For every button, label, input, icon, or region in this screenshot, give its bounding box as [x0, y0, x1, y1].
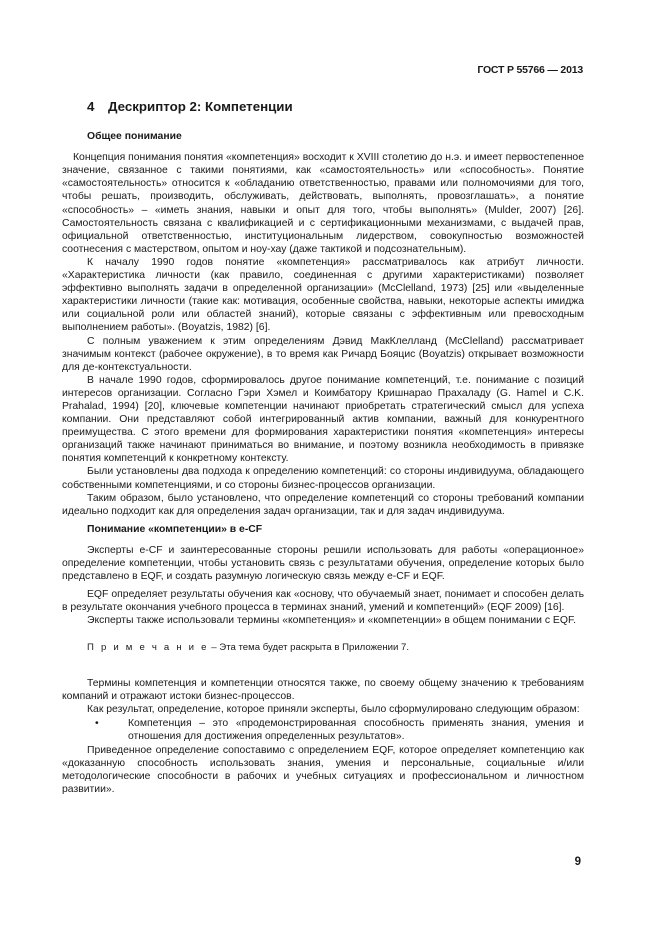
paragraph: Приведенное определение сопоставимо с определением EQF, которое определяет компетенцию как «доказанную способность использовать знания, умения и персональные, социальные и/или методологические способности в рабочих и учебных ситуациях и профессиональном и личностном развитии».: [62, 745, 584, 796]
paragraph: Концепция понимания понятия «компетенция» восходит к XVIII столетию до н.э. и имеет первостепенное значение, связанное с такими понятиями, как «самостоятельность» или «способность». Понятие «самостоятельность» относится к «обладанию ответственностью, правами или полномочиями для того, чтобы решать, производить, обслуживать, действовать, выполнять, провозглашать», а понятие «способность» – «иметь знания, навыки и опыт для того, чтобы выполнять» (Mulder, 2007) [26]. Самостоятельность связана с квалификацией и с сертификационными механизмами, с выдачей прав, официальной ответственностью, институциональным лидерством, совокупностью возможностей соотнесения с мастерством, опытом и ноу-хау (даже тактикой и подсознательным).: [62, 152, 584, 255]
paragraph: Эксперты e-CF и заинтересованные стороны решили использовать для работы «операционное» определение компетенции, чтобы установить связь с результатами обучения, определение которых было представлено в EQF, и создать разумную логическую связь между e-CF и EQF.: [62, 544, 584, 583]
paragraph: В начале 1990 годов, сформировалось другое понимание компетенций, т.е. понимание с позиций интересов организации. Согласно Гэри Хэмел и Коимбатору Кришнарао Прахаладу (G. Hamel и C.K. Prahalad, 1994) [20], ключевые компетенции начинают приобретать стратегический смысл для успеха компании. Они представляют собой интегрированный актив компании, важный для конкурентного преимущества. С этого времени для формирования характеристики понятия «компетенция» интересы организаций также начинают приниматься во внимание, и поэтому возникла необходимость в привязке понятия компетенций к конкретному контексту.: [62, 374, 584, 465]
paragraph: Как результат, определение, которое приняли эксперты, было сформулировано следующим образом:: [87, 703, 580, 715]
bullet-icon: •: [95, 717, 99, 729]
paragraph: К началу 1990 годов понятие «компетенция» рассматривалось как атрибут личности. «Характеристика личности (как правило, соединенная с другими характеристиками) позволяет эффективно выполнять задачи в определенной организации» (McClelland, 1973) [25] или «выделенные характеристики личности (такие как: мотивация, особенные свойства, навыки, некоторые аспекты имиджа или социальной роли или областей знаний), которые связаны с эффективным или превосходным выполнением работы». (Boyatzis, 1982) [6].: [62, 256, 584, 334]
note: [87, 641, 584, 654]
paragraph: Термины компетенция и компетенции относятся также, по своему общему значению к требованиям компаний и отражают истоки бизнес-процессов.: [62, 677, 584, 702]
section-title: Дескриптор 2: Компетенции: [108, 99, 293, 114]
paragraph: EQF определяет результаты обучения как «основу, что обучаемый знает, понимает и способен делать в результате окончания учебного процесса в терминах знаний, умений и компетенций» (EQF 2009) [16].: [62, 589, 584, 614]
page-number: 9: [574, 856, 581, 868]
standard-code-header: ГОСТ Р 55766 — 2013: [477, 64, 583, 76]
bullet-text: Компетенция – это «продемонстрированная способность применять знания, умения и отношения для достижения определенных результатов».: [128, 717, 584, 742]
subheading-general-understanding: Общее понимание: [87, 131, 182, 143]
note-text: – Эта тема будет раскрыта в Приложении 7.: [208, 642, 410, 654]
paragraph: С полным уважением к этим определениям Дэвид МакКлелланд (McClelland) рассматривает значимым контекст (рабочее окружение), в то время как Ричард Бояцис (Boyatzis) открывает возможности для де-контекстуальности.: [62, 335, 584, 373]
note-label: П р и м е ч а н и е: [87, 642, 209, 654]
section-number: 4: [87, 99, 95, 114]
bullet-item: [95, 717, 584, 743]
document-body: [62, 100, 584, 796]
paragraph: Были установлены два подхода к определению компетенций: со стороны индивидуума, обладающего собственными компетенциями, и со стороны бизнес-процессов организации.: [62, 466, 584, 491]
subheading-competence-in-ecf: Понимание «компетенции» в e-CF: [87, 523, 263, 535]
section-heading: [87, 100, 584, 113]
paragraph: Таким образом, было установлено, что определение компетенций со стороны требований компании идеально подходит как для определения задач организации, так и для задач индивидуума.: [62, 492, 584, 517]
paragraph: Эксперты также использовали термины «компетенция» и «компетенции» в общем понимании с EQF.: [87, 615, 577, 627]
